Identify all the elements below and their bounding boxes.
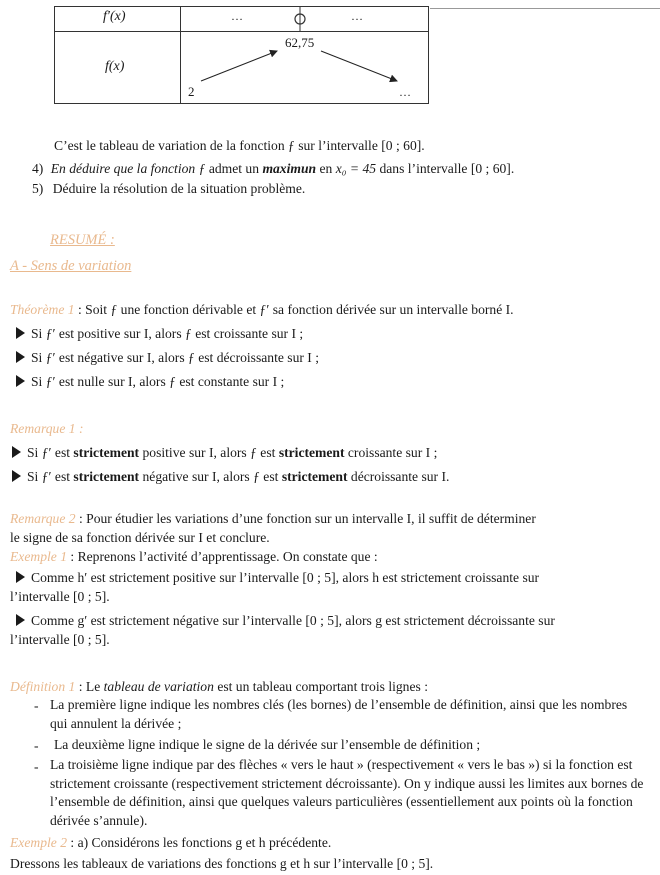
q4-text: dans l’intervalle [0 ; 60]. bbox=[379, 161, 515, 176]
example-2-last: Dressons les tableaux de variations des fonctions g et h sur l’intervalle [0 ; 5]. bbox=[10, 856, 434, 871]
remark-1-label: Remarque 1 : bbox=[10, 421, 84, 436]
theorem-item bbox=[16, 373, 284, 391]
remark-emphasis: strictement bbox=[278, 445, 345, 460]
theorem-item-text: Si ƒ′ est nulle sur I, alors ƒ est constante sur I ; bbox=[31, 374, 285, 389]
definition-term: tableau de variation bbox=[103, 679, 214, 694]
example-1-item-text: Comme h′ est strictement positive sur l’intervalle [0 ; 5], alors h est strictement croissante sur bbox=[31, 570, 540, 585]
remark-text: positive sur I, alors ƒ est bbox=[142, 445, 276, 460]
example-1-label: Exemple 1 bbox=[10, 549, 67, 564]
q4-formula: x₀ = 45 bbox=[335, 161, 377, 176]
q4-text: admet un bbox=[208, 161, 260, 176]
definition-text: : Le bbox=[78, 679, 101, 694]
example-1-text: : Reprenons l’activité d’apprentissage. On constate que : bbox=[70, 549, 378, 564]
example-2 bbox=[10, 834, 331, 852]
row1-left-value: … bbox=[231, 9, 243, 23]
bullet-triangle-icon bbox=[12, 446, 21, 458]
remark-text: décroissante sur I. bbox=[350, 469, 450, 484]
row1-right-value: … bbox=[351, 9, 363, 23]
remark-emphasis: strictement bbox=[73, 469, 140, 484]
definition-item-1: La première ligne indique les nombres clés (les bornes) de l’ensemble de définition, ainsi que les nombres qui annulent la dérivée ; bbox=[50, 697, 628, 731]
remark-emphasis: strictement bbox=[281, 469, 348, 484]
theorem-item bbox=[16, 349, 319, 367]
remark-2-text-cont: le signe de sa fonction dérivée sur I et conclure. bbox=[10, 530, 270, 545]
q5-number: 5) bbox=[32, 181, 44, 196]
example-1-item-cont: l’intervalle [0 ; 5]. bbox=[10, 632, 110, 647]
example-2-label: Exemple 2 bbox=[10, 835, 67, 850]
max-value: 62,75 bbox=[285, 35, 315, 50]
bullet-triangle-icon bbox=[16, 571, 25, 583]
resume-title: RESUMÉ : bbox=[50, 232, 115, 248]
q4-number: 4) bbox=[32, 161, 44, 176]
remark-text: Si ƒ′ est bbox=[27, 469, 71, 484]
example-1-item-cont: l’intervalle [0 ; 5]. bbox=[10, 589, 110, 604]
section-title: A - Sens de variation bbox=[10, 258, 132, 274]
theorem-1 bbox=[10, 301, 514, 319]
variation-table bbox=[54, 6, 429, 104]
table-caption: C’est le tableau de variation de la fonction ƒ sur l’intervalle [0 ; 60]. bbox=[54, 138, 425, 153]
remark-2 bbox=[10, 510, 536, 528]
example-2-text: : a) Considérons les fonctions g et h précédente. bbox=[70, 835, 332, 850]
row1-label: f′(x) bbox=[103, 9, 126, 24]
start-value: 2 bbox=[188, 84, 195, 99]
bullet-triangle-icon bbox=[16, 375, 25, 387]
remark-emphasis: strictement bbox=[73, 445, 140, 460]
example-1-item bbox=[16, 612, 555, 630]
remark-1-item bbox=[12, 444, 437, 462]
example-1-item-text: Comme g′ est strictement négative sur l’intervalle [0 ; 5], alors g est strictement décroissante sur bbox=[31, 613, 555, 628]
dash-bullet: - bbox=[34, 698, 39, 713]
theorem-item-text: Si ƒ′ est positive sur I, alors ƒ est croissante sur I ; bbox=[31, 326, 304, 341]
example-1-item bbox=[16, 569, 539, 587]
variation-arrows-icon bbox=[55, 7, 430, 105]
remark-text: négative sur I, alors ƒ est bbox=[142, 469, 279, 484]
definition-text: est un tableau comportant trois lignes : bbox=[217, 679, 428, 694]
remark-1-item bbox=[12, 468, 449, 486]
q4-text: en bbox=[319, 161, 333, 176]
bullet-triangle-icon bbox=[16, 614, 25, 626]
theorem-item bbox=[16, 325, 303, 343]
top-rule bbox=[430, 8, 660, 9]
dash-bullet: - bbox=[34, 738, 39, 753]
example-1 bbox=[10, 548, 378, 566]
q4-emphasis: maximun bbox=[262, 161, 317, 176]
definition-item-2: La deuxième ligne indique le signe de la dérivée sur l’ensemble de définition ; bbox=[54, 737, 481, 752]
remark-text: croissante sur I ; bbox=[347, 445, 438, 460]
q4-text: En déduire que la fonction ƒ bbox=[50, 161, 206, 176]
theorem-text: : Soit ƒ une fonction dérivable et ƒ′ sa fonction dérivée sur un intervalle borné I. bbox=[77, 302, 514, 317]
definition-item-3: La troisième ligne indique par des flèches « vers le haut » (respectivement « vers le bas ») si la fonction est strictement croissante (respectivement strictement décroissante). On y indique aussi les limites aux bornes de l’ensemble de définition, ainsi que quelques valeurs particulières (essentiellement aux points où la fonction dérivée s’annule). bbox=[50, 757, 644, 828]
remark-text: Si ƒ′ est bbox=[27, 445, 71, 460]
row2-label: f(x) bbox=[105, 59, 125, 74]
bullet-triangle-icon bbox=[16, 351, 25, 363]
remark-2-text: : Pour étudier les variations d’une fonction sur un intervalle I, il suffit de déterminer bbox=[78, 511, 536, 526]
question-5 bbox=[32, 180, 305, 198]
definition-1 bbox=[10, 678, 428, 696]
bullet-triangle-icon bbox=[12, 470, 21, 482]
dash-bullet: - bbox=[34, 759, 39, 774]
bullet-triangle-icon bbox=[16, 327, 25, 339]
q5-text: Déduire la résolution de la situation problème. bbox=[52, 181, 306, 196]
question-4 bbox=[32, 160, 514, 178]
remark-2-label: Remarque 2 bbox=[10, 511, 76, 526]
theorem-item-text: Si ƒ′ est négative sur I, alors ƒ est décroissante sur I ; bbox=[31, 350, 319, 365]
theorem-label: Théorème 1 bbox=[10, 302, 75, 317]
definition-label: Définition 1 bbox=[10, 679, 76, 694]
end-value: … bbox=[399, 85, 411, 99]
